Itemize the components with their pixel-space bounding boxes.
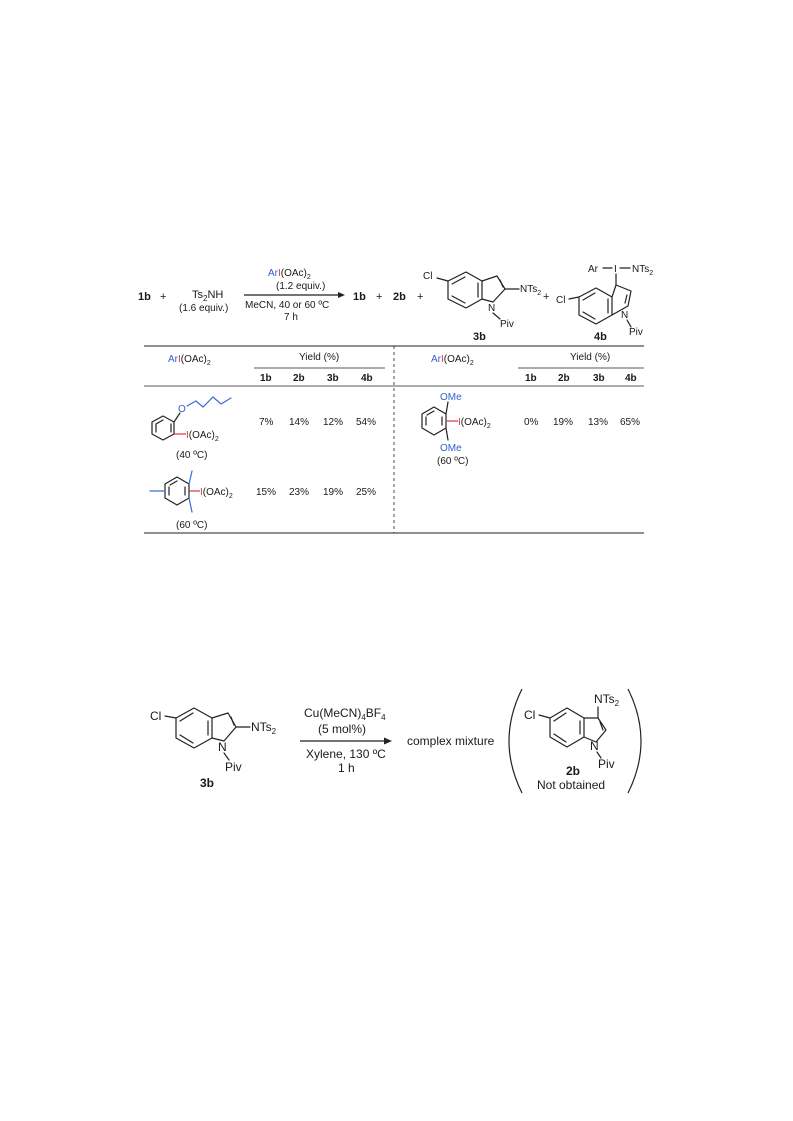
nts2-label: NTs$_2$ (251, 720, 277, 736)
nts2-label: NTs$_2$ (520, 284, 542, 297)
plus-sign: + (543, 291, 550, 303)
header-yield-right: Yield (%) (570, 352, 611, 363)
cell-2b: 19% (553, 417, 574, 428)
cell-2b: 14% (289, 417, 310, 428)
oxidant-label: $ArI(OAc)_2$ (268, 268, 311, 281)
nts2-label: NTs$_2$ (594, 692, 620, 708)
cell-2b: 23% (289, 487, 310, 498)
row-temp: (40 ºC) (176, 450, 208, 461)
label-4b: 4b (594, 331, 607, 343)
header-yield-left: Yield (%) (299, 352, 340, 363)
col-2b-right: 2b (558, 373, 570, 384)
chloro-label: Cl (423, 271, 433, 282)
cell-4b: 54% (356, 417, 377, 428)
cell-3b: 19% (323, 487, 344, 498)
col-4b-right: 4b (625, 373, 637, 384)
arrow-head-2 (384, 738, 392, 745)
col-3b-right: 3b (593, 373, 605, 384)
n-label: N (218, 740, 227, 754)
plus-sign: + (160, 291, 167, 303)
arrow-head-1 (338, 292, 345, 298)
cell-1b: 0% (524, 417, 539, 428)
methoxy-bottom: OMe (440, 443, 462, 454)
yield-table (144, 346, 644, 533)
product-1b: 1b (353, 291, 366, 303)
reactant-1b: 1b (138, 291, 151, 303)
condition-solvent: Xylene, 130 ºC (306, 747, 386, 761)
methoxy-top: OMe (440, 392, 462, 403)
cell-1b: 15% (256, 487, 277, 498)
cell-3b: 13% (588, 417, 609, 428)
open-parenthesis (509, 689, 522, 793)
result-label: complex mixture (407, 734, 495, 748)
header-reagent-right: $ArI(OAc)_2$ (431, 354, 474, 367)
close-parenthesis (628, 689, 641, 793)
cell-4b: 65% (620, 417, 641, 428)
iodine-label: I (614, 264, 617, 275)
ar-label: Ar (588, 264, 598, 275)
cell-3b: 12% (323, 417, 344, 428)
n-label: N (590, 739, 599, 753)
label-3b: 3b (473, 331, 486, 343)
product-2b: 2b (393, 291, 406, 303)
col-1b-left: 1b (260, 373, 272, 384)
col-3b-left: 3b (327, 373, 339, 384)
structure-3b (423, 271, 541, 343)
reagent-ts2nh: $Ts_2NH$ (192, 289, 224, 303)
n-label: N (621, 310, 629, 321)
catalyst-label: $Cu(MeCN)_4BF_4$ (304, 706, 386, 722)
n-label: N (488, 303, 496, 314)
col-4b-left: 4b (361, 373, 373, 384)
row-temp: (60 ºC) (437, 456, 469, 467)
condition-time: 7 h (284, 312, 298, 323)
cell-4b: 25% (356, 487, 377, 498)
structure-2b (524, 692, 620, 792)
row-temp: (60 ºC) (176, 520, 208, 531)
oxygen-label: O (178, 404, 186, 415)
not-obtained-label: Not obtained (537, 778, 606, 792)
piv-label: Piv (225, 760, 242, 774)
label-2b: 2b (566, 764, 581, 778)
plus-sign: + (376, 291, 383, 303)
chloro-label: Cl (524, 708, 536, 722)
cell-1b: 7% (259, 417, 274, 428)
chloro-label: Cl (556, 295, 566, 306)
header-reagent-left: $ArI(OAc)_2$ (168, 354, 211, 367)
col-2b-left: 2b (293, 373, 305, 384)
condition-time: 1 h (338, 761, 355, 775)
piv-label: Piv (500, 319, 514, 330)
condition-solvent: MeCN, 40 or 60 ºC (245, 300, 330, 311)
scheme-1 (138, 264, 653, 343)
reagent-amount: (1.6 equiv.) (179, 303, 229, 314)
structure-3b-start (150, 708, 277, 790)
piv-label: Piv (629, 327, 643, 338)
catalyst-amount: (5 mol%) (318, 722, 367, 736)
reagent-structure-mesityl (150, 471, 233, 531)
plus-sign: + (417, 291, 424, 303)
iodane-label: $I(OAc)_2$ (200, 487, 233, 500)
iodane-label: $I(OAc)_2$ (458, 417, 491, 430)
chloro-label: Cl (150, 709, 162, 723)
reagent-structure-dimethoxy (422, 392, 491, 467)
nts2-label: NTs$_2$ (632, 264, 654, 277)
piv-label: Piv (598, 757, 615, 771)
col-1b-right: 1b (525, 373, 537, 384)
structure-4b (556, 264, 653, 343)
oxidant-amount: (1.2 equiv.) (276, 281, 326, 292)
label-3b: 3b (200, 776, 215, 790)
reagent-structure-butoxy (152, 397, 231, 461)
scheme-2 (150, 689, 641, 793)
iodane-label: $I(OAc)_2$ (186, 430, 219, 443)
